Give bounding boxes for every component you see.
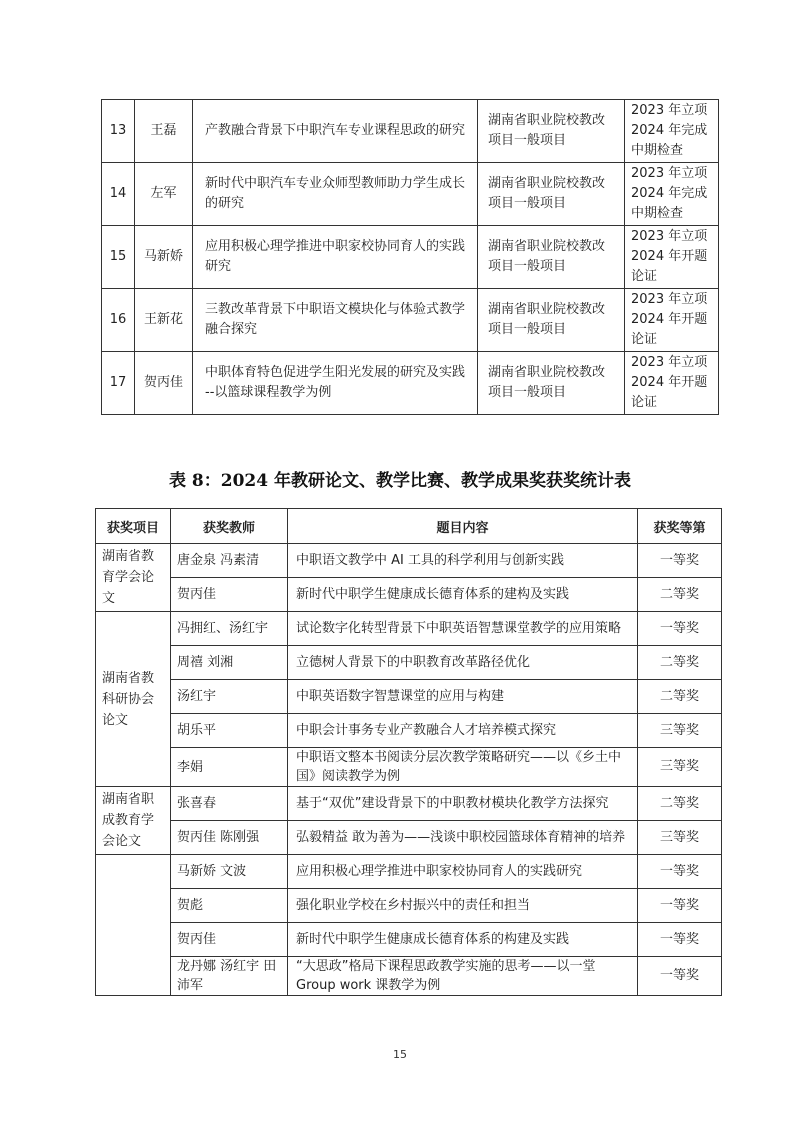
project-type: 湖南省职业院校教改项目一般项目 — [478, 352, 625, 415]
award-topic: 立德树人背景下的中职教育改革路径优化 — [288, 646, 638, 680]
award-table — [95, 508, 722, 996]
award-teacher: 周禧 刘湘 — [171, 646, 288, 680]
header-row — [96, 509, 722, 544]
table-row — [96, 578, 722, 612]
award-level: 二等奖 — [638, 646, 722, 680]
award-teacher: 胡乐平 — [171, 714, 288, 748]
project-status: 2023 年立项 2024 年开题论证 — [625, 352, 719, 415]
award-teacher: 冯拥红、汤红宇 — [171, 612, 288, 646]
header-teacher: 获奖教师 — [171, 509, 288, 544]
table-row — [96, 787, 722, 821]
table-row — [96, 646, 722, 680]
award-topic: “大思政”格局下课程思政教学实施的思考——以一堂Group work 课教学为例 — [288, 957, 638, 996]
award-level: 一等奖 — [638, 855, 722, 889]
project-status: 2023 年立项 2024 年完成中期检查 — [625, 100, 719, 163]
project-type: 湖南省职业院校教改项目一般项目 — [478, 289, 625, 352]
award-category: 湖南省教育学会论文 — [96, 544, 171, 612]
award-teacher: 马新娇 文波 — [171, 855, 288, 889]
award-teacher: 张喜春 — [171, 787, 288, 821]
award-topic: 中职英语数字智慧课堂的应用与构建 — [288, 680, 638, 714]
header-award: 获奖等第 — [638, 509, 722, 544]
table-row — [96, 889, 722, 923]
project-status: 2023 年立项 2024 年完成中期检查 — [625, 163, 719, 226]
award-level: 一等奖 — [638, 612, 722, 646]
table-row — [102, 226, 719, 289]
award-teacher: 李娟 — [171, 748, 288, 787]
project-title: 产教融合背景下中职汽车专业课程思政的研究 — [193, 100, 478, 163]
table-row — [96, 821, 722, 855]
teacher-name: 王新花 — [135, 289, 193, 352]
row-number: 17 — [102, 352, 135, 415]
award-topic: 应用积极心理学推进中职家校协同育人的实践研究 — [288, 855, 638, 889]
table-row — [102, 352, 719, 415]
award-level: 二等奖 — [638, 578, 722, 612]
table-caption: 表 8：2024 年教研论文、教学比赛、教学成果奖获奖统计表 — [169, 471, 631, 491]
project-title: 三教改革背景下中职语文模块化与体验式教学融合探究 — [193, 289, 478, 352]
project-title: 应用积极心理学推进中职家校协同育人的实践研究 — [193, 226, 478, 289]
table-row — [96, 544, 722, 578]
header-topic: 题目内容 — [288, 509, 638, 544]
teacher-name: 贺丙佳 — [135, 352, 193, 415]
row-number: 16 — [102, 289, 135, 352]
award-teacher: 贺丙佳 — [171, 578, 288, 612]
award-topic: 弘毅精益 敢为善为——浅谈中职校园篮球体育精神的培养 — [288, 821, 638, 855]
table-row — [102, 163, 719, 226]
award-level: 二等奖 — [638, 787, 722, 821]
award-level: 一等奖 — [638, 544, 722, 578]
award-topic: 中职语文教学中 AI 工具的科学利用与创新实践 — [288, 544, 638, 578]
award-level: 三等奖 — [638, 714, 722, 748]
project-status: 2023 年立项 2024 年开题论证 — [625, 226, 719, 289]
project-title: 新时代中职汽车专业众师型教师助力学生成长的研究 — [193, 163, 478, 226]
row-number: 15 — [102, 226, 135, 289]
award-teacher: 汤红宇 — [171, 680, 288, 714]
table-row — [96, 855, 722, 889]
award-teacher: 唐金泉 冯素清 — [171, 544, 288, 578]
page-number: 15 — [393, 1048, 407, 1061]
table-row — [96, 923, 722, 957]
project-table — [101, 99, 719, 415]
project-status: 2023 年立项 2024 年开题论证 — [625, 289, 719, 352]
award-level: 一等奖 — [638, 889, 722, 923]
award-teacher: 贺丙佳 — [171, 923, 288, 957]
project-type: 湖南省职业院校教改项目一般项目 — [478, 226, 625, 289]
award-teacher: 龙丹娜 汤红宇 田沛军 — [171, 957, 288, 996]
award-category: 湖南省职成教育学会论文 — [96, 787, 171, 855]
award-topic: 新时代中职学生健康成长德育体系的构建及实践 — [288, 923, 638, 957]
award-category: 湖南省教科研协会论文 — [96, 612, 171, 787]
table-row — [102, 289, 719, 352]
table-row — [96, 612, 722, 646]
table-row — [102, 100, 719, 163]
award-topic: 基于“双优”建设背景下的中职教材模块化教学方法探究 — [288, 787, 638, 821]
table-row — [96, 680, 722, 714]
award-level: 二等奖 — [638, 680, 722, 714]
table-row — [96, 714, 722, 748]
project-title: 中职体育特色促进学生阳光发展的研究及实践 --以篮球课程教学为例 — [193, 352, 478, 415]
award-teacher: 贺彪 — [171, 889, 288, 923]
award-category — [96, 855, 171, 996]
table-row — [96, 748, 722, 787]
award-level: 一等奖 — [638, 957, 722, 996]
award-topic: 试论数字化转型背景下中职英语智慧课堂教学的应用策略 — [288, 612, 638, 646]
row-number: 13 — [102, 100, 135, 163]
award-topic: 中职语文整本书阅读分层次教学策略研究——以《乡土中国》阅读教学为例 — [288, 748, 638, 787]
award-level: 一等奖 — [638, 923, 722, 957]
teacher-name: 左军 — [135, 163, 193, 226]
teacher-name: 马新娇 — [135, 226, 193, 289]
award-teacher: 贺丙佳 陈刚强 — [171, 821, 288, 855]
award-topic: 新时代中职学生健康成长德育体系的建构及实践 — [288, 578, 638, 612]
table-row — [96, 957, 722, 996]
award-level: 三等奖 — [638, 821, 722, 855]
project-type: 湖南省职业院校教改项目一般项目 — [478, 163, 625, 226]
award-topic: 强化职业学校在乡村振兴中的责任和担当 — [288, 889, 638, 923]
teacher-name: 王磊 — [135, 100, 193, 163]
project-type: 湖南省职业院校教改项目一般项目 — [478, 100, 625, 163]
row-number: 14 — [102, 163, 135, 226]
award-level: 三等奖 — [638, 748, 722, 787]
award-topic: 中职会计事务专业产教融合人才培养模式探究 — [288, 714, 638, 748]
header-category: 获奖项目 — [96, 509, 171, 544]
